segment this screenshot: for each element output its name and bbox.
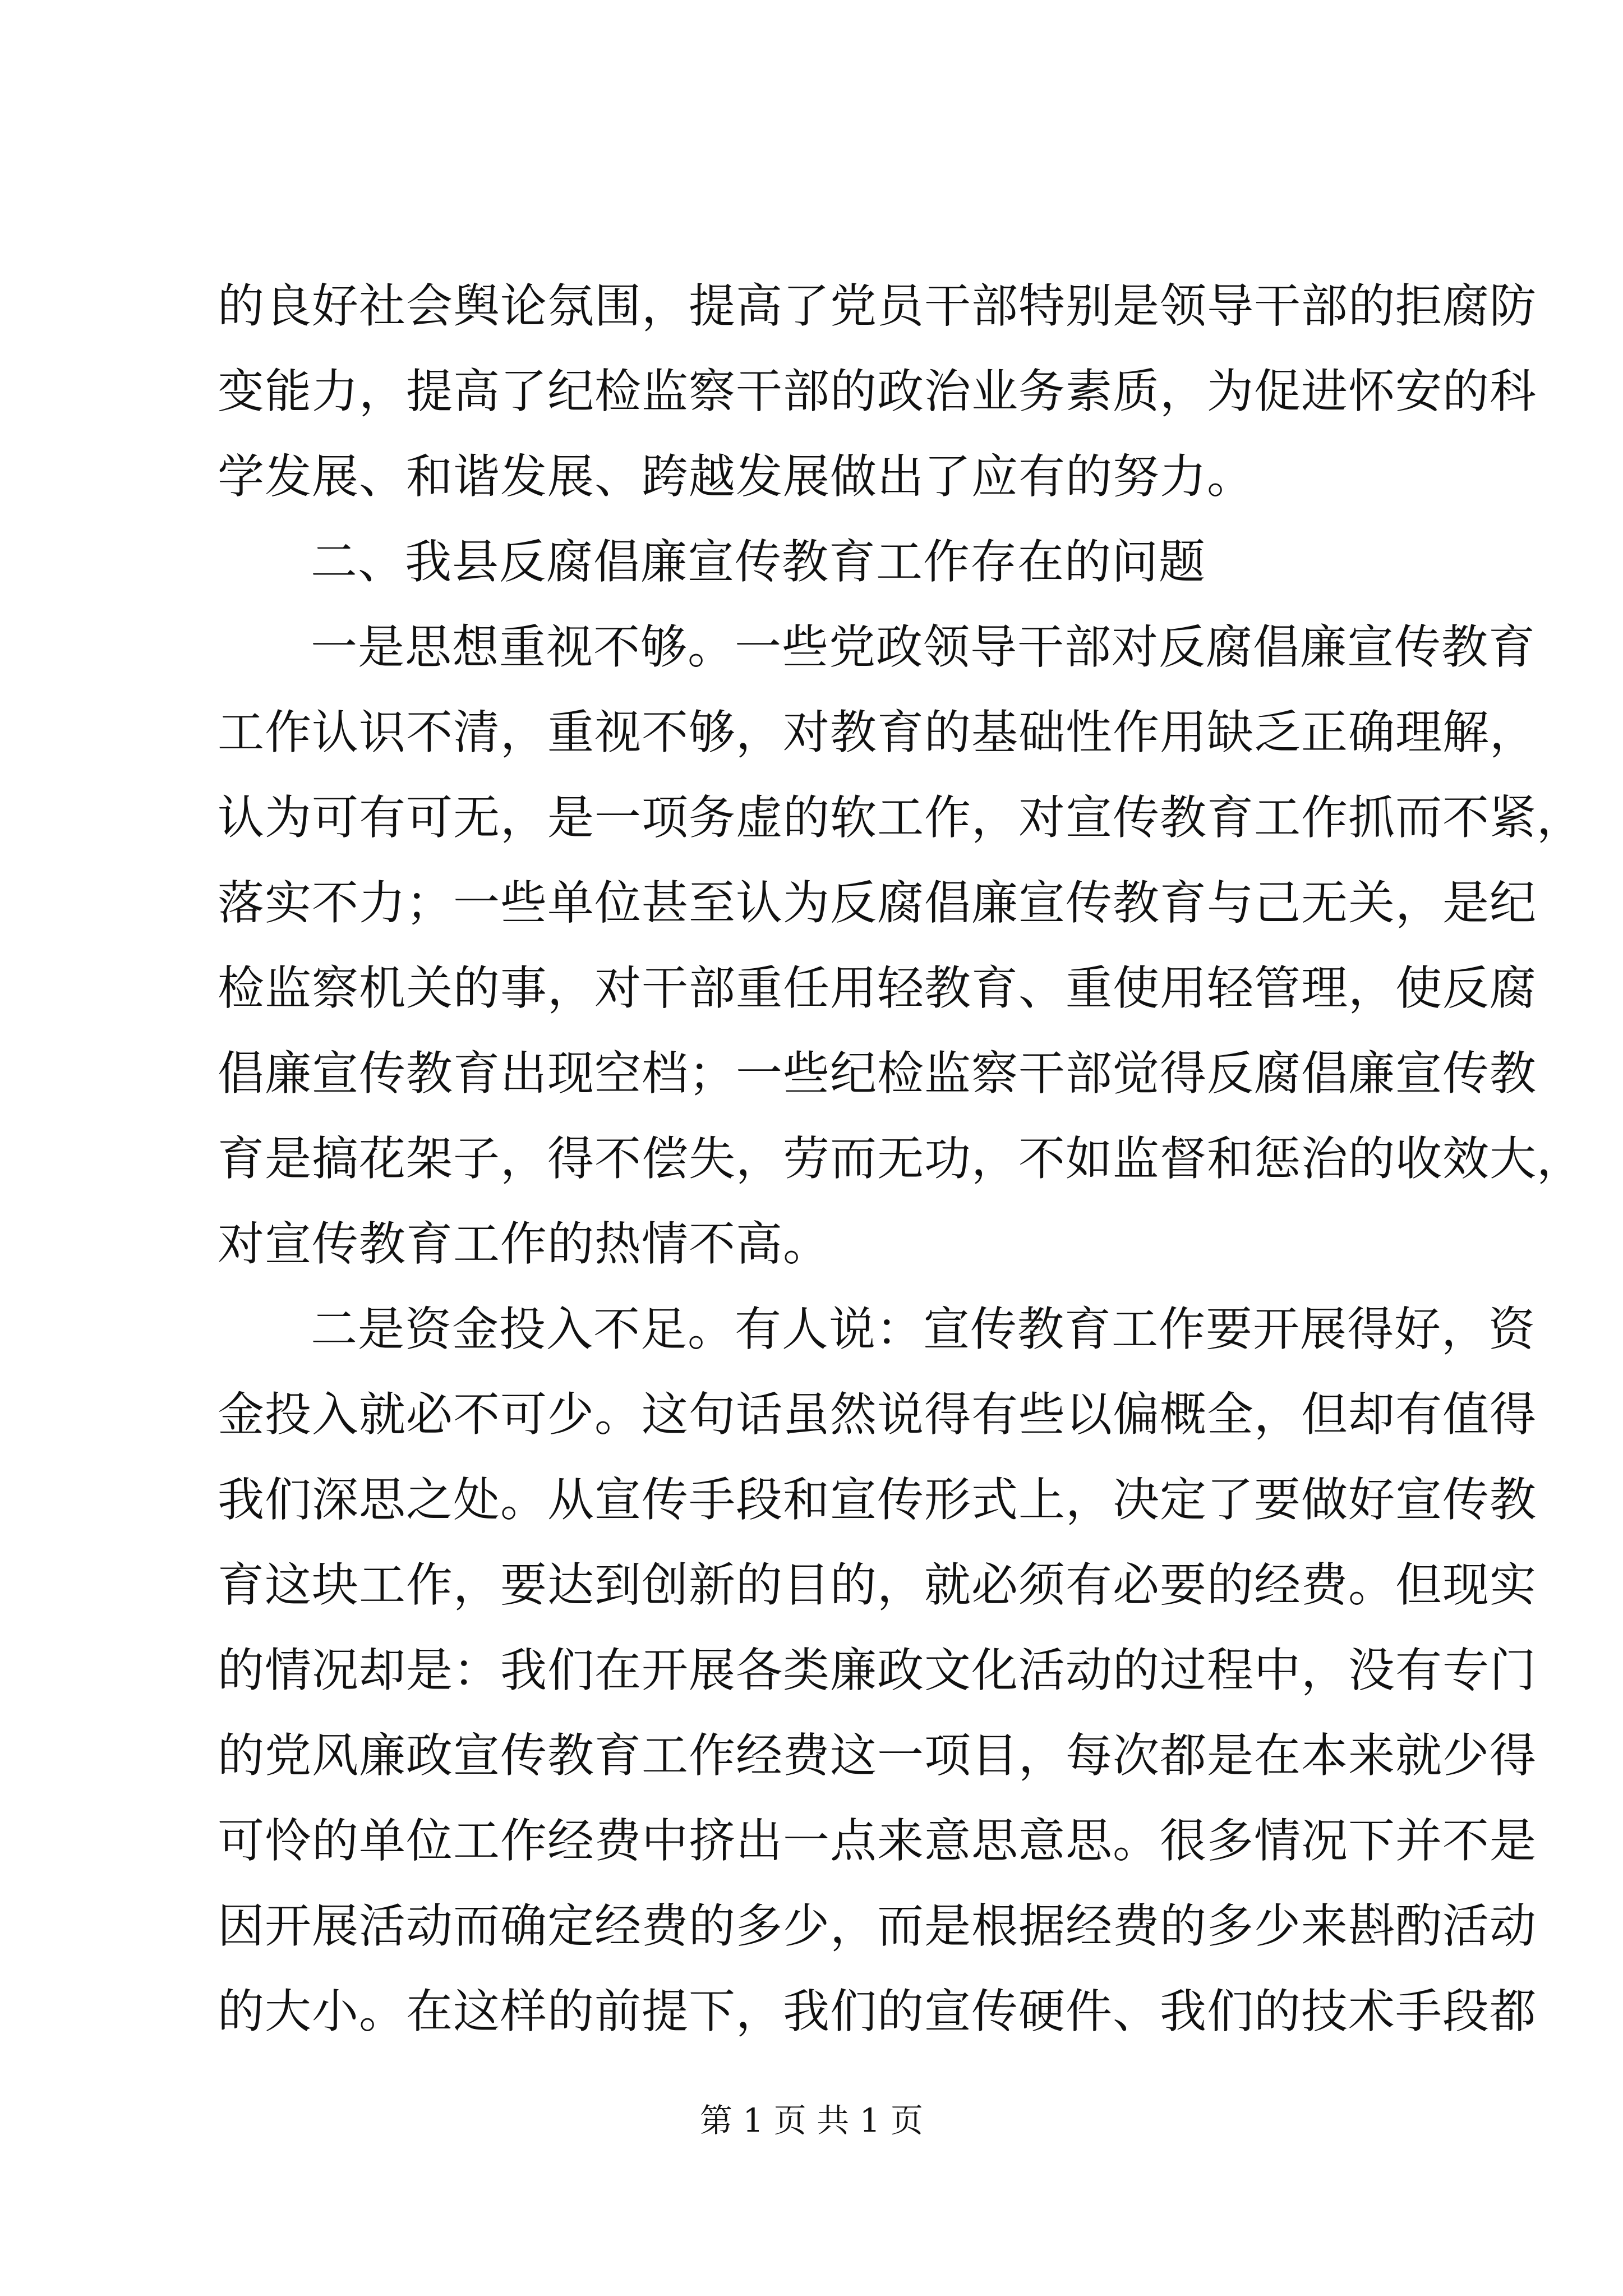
text-line: 的情况却是：我们在开展各类廉政文化活动的过程中，没有专门 <box>218 1643 1537 1697</box>
text-line: 学发展、和谐发展、跨越发展做出了应有的努力。 <box>218 449 1254 504</box>
text-line: 变能力，提高了纪检监察干部的政治业务素质，为促进怀安的科 <box>218 364 1537 418</box>
text-line: 金投入就必不可少。这句话虽然说得有些以偏概全，但却有值得 <box>218 1387 1537 1442</box>
text-line: 工作认识不清，重视不够，对教育的基础性作用缺乏正确理解， <box>218 705 1537 760</box>
text-line: 可怜的单位工作经费中挤出一点来意思意思。很多情况下并不是 <box>218 1814 1537 1868</box>
text-line: 检监察机关的事，对干部重任用轻教育、重使用轻管理，使反腐 <box>218 961 1537 1015</box>
text-line: 二是资金投入不足。有人说：宣传教育工作要开展得好，资 <box>311 1302 1536 1356</box>
text-line: 一是思想重视不够。一些党政领导干部对反腐倡廉宣传教育 <box>311 620 1536 674</box>
text-line: 育是搞花架子，得不偿失，劳而无功，不如监督和惩治的收效大， <box>218 1131 1584 1186</box>
text-line: 的大小。在这样的前提下，我们的宣传硬件、我们的技术手段都 <box>218 1984 1537 2039</box>
text-line: 落实不力；一些单位甚至认为反腐倡廉宣传教育与己无关，是纪 <box>218 876 1537 930</box>
text-line: 倡廉宣传教育出现空档；一些纪检监察干部觉得反腐倡廉宣传教 <box>218 1046 1537 1101</box>
page-footer: 第 1 页 共 1 页 <box>700 2101 923 2139</box>
document-body <box>218 264 1584 2054</box>
text-line: 认为可有可无，是一项务虚的软工作，对宣传教育工作抓而不紧， <box>218 790 1584 845</box>
text-line: 的良好社会舆论氛围，提高了党员干部特别是领导干部的拒腐防 <box>218 279 1537 333</box>
text-line: 对宣传教育工作的热情不高。 <box>218 1217 830 1271</box>
text-line: 的党风廉政宣传教育工作经费这一项目，每次都是在本来就少得 <box>218 1728 1537 1783</box>
text-line: 因开展活动而确定经费的多少，而是根据经费的多少来斟酌活动 <box>218 1899 1537 1953</box>
section-heading: 二、我县反腐倡廉宣传教育工作存在的问题 <box>311 535 1206 589</box>
text-line: 育这块工作，要达到创新的目的，就必须有必要的经费。但现实 <box>218 1558 1537 1612</box>
text-line: 我们深思之处。从宣传手段和宣传形式上，决定了要做好宣传教 <box>218 1473 1537 1527</box>
